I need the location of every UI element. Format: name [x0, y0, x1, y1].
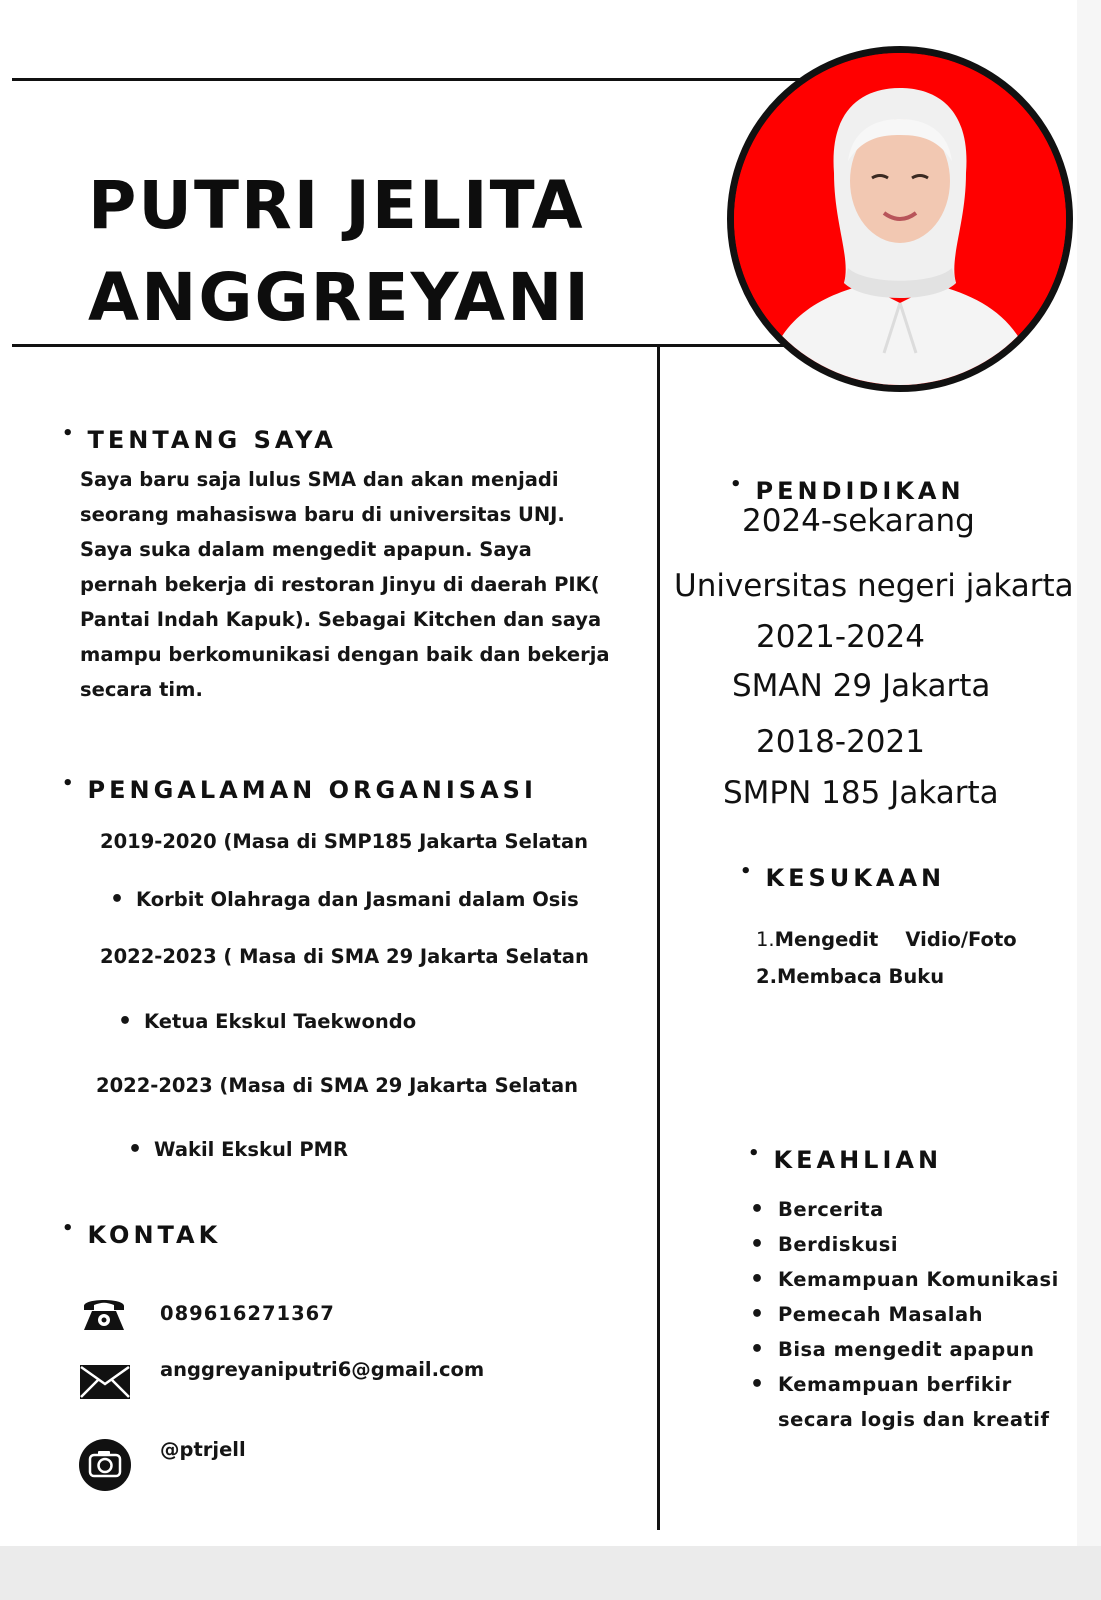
- skill-item: • Kemampuan berfikir: [778, 1367, 1059, 1402]
- education-years-1: 2024-sekarang: [742, 503, 975, 539]
- organization-heading: [62, 773, 537, 804]
- org-role-1: • Korbit Olahraga dan Jasmani dalam Osis: [136, 888, 579, 911]
- email-address[interactable]: anggreyaniputri6@gmail.com: [160, 1358, 485, 1381]
- name-line-1: PUTRI JELITA: [88, 167, 585, 244]
- education-school-3: SMPN 185 Jakarta: [723, 775, 999, 811]
- education-heading: [730, 474, 965, 505]
- organization-heading-text: PENGALAMAN ORGANISASI: [87, 776, 537, 804]
- about-text: Saya baru saja lulus SMA dan akan menjadi seorang mahasiswa baru di universitas UNJ. Saya suka dalam mengedit apapun. Saya pernah bekerja di restoran Jinyu di daerah PIK( Pantai Indah Kapuk). Sebagai Kitchen dan saya mampu berkomunikasi dengan baik dan bekerja secara tim.: [80, 468, 610, 701]
- org-period-1: 2019-2020 (Masa di SMP185 Jakarta Selatan: [100, 830, 589, 853]
- skills-heading-text: KEAHLIAN: [773, 1146, 943, 1174]
- contact-heading: [62, 1218, 222, 1249]
- column-divider: [657, 346, 660, 1530]
- phone-number[interactable]: 089616271367: [160, 1302, 335, 1325]
- skill-item: • Bisa mengedit apapun: [778, 1332, 1059, 1367]
- skill-item: • Pemecah Masalah: [778, 1297, 1059, 1332]
- hobby-number-1: 1.: [756, 928, 775, 951]
- portrait-photo: [727, 46, 1073, 392]
- education-school-2: SMAN 29 Jakarta: [732, 668, 991, 704]
- org-role-2: • Ketua Ekskul Taekwondo: [144, 1010, 416, 1033]
- skills-list: [778, 1192, 1059, 1437]
- heading-bullet: •: [730, 474, 742, 495]
- mail-icon: [79, 1364, 131, 1400]
- heading-bullet: •: [62, 423, 74, 444]
- about-heading: [62, 423, 337, 454]
- full-name: [88, 160, 591, 344]
- education-years-2: 2021-2024: [756, 619, 925, 655]
- org-period-3: 2022-2023 (Masa di SMA 29 Jakarta Selatan: [96, 1074, 579, 1097]
- hobbies-heading-text: KESUKAAN: [765, 864, 946, 892]
- hobby-item-2: [756, 965, 944, 988]
- name-line-2: ANGGREYANI: [88, 259, 591, 336]
- heading-bullet: •: [62, 773, 74, 794]
- name-bottom-rule: [12, 344, 792, 347]
- phone-icon: [80, 1294, 128, 1332]
- camera-icon: [78, 1438, 132, 1492]
- hobby-text-2: Membaca Buku: [776, 965, 945, 988]
- heading-bullet: •: [62, 1218, 74, 1239]
- education-school-1: Universitas negeri jakarta: [674, 568, 1074, 604]
- skill-item: • Bercerita: [778, 1192, 1059, 1227]
- top-rule: [12, 78, 802, 81]
- heading-bullet: •: [740, 861, 752, 882]
- hobbies-heading: [740, 861, 946, 892]
- portrait-illustration: [734, 53, 1066, 385]
- education-heading-text: PENDIDIKAN: [755, 477, 965, 505]
- page-edge: [1077, 0, 1101, 1546]
- contact-heading-text: KONTAK: [87, 1221, 222, 1249]
- skills-heading: [748, 1143, 943, 1174]
- skill-item: • Kemampuan Komunikasi: [778, 1262, 1059, 1297]
- hobby-item-1: [756, 928, 1017, 951]
- org-role-3: • Wakil Ekskul PMR: [154, 1138, 348, 1161]
- education-years-3: 2018-2021: [756, 724, 925, 760]
- instagram-handle[interactable]: @ptrjell: [160, 1438, 246, 1461]
- heading-bullet: •: [748, 1143, 760, 1164]
- hobby-text-1: Mengedit Vidio/Foto: [774, 928, 1017, 951]
- org-period-2: 2022-2023 ( Masa di SMA 29 Jakarta Selatan: [100, 945, 589, 968]
- skill-item: • Berdiskusi: [778, 1227, 1059, 1262]
- skill-item-continued: secara logis dan kreatif: [778, 1408, 1050, 1431]
- hobby-number-2: 2.: [756, 965, 777, 988]
- about-heading-text: TENTANG SAYA: [87, 426, 337, 454]
